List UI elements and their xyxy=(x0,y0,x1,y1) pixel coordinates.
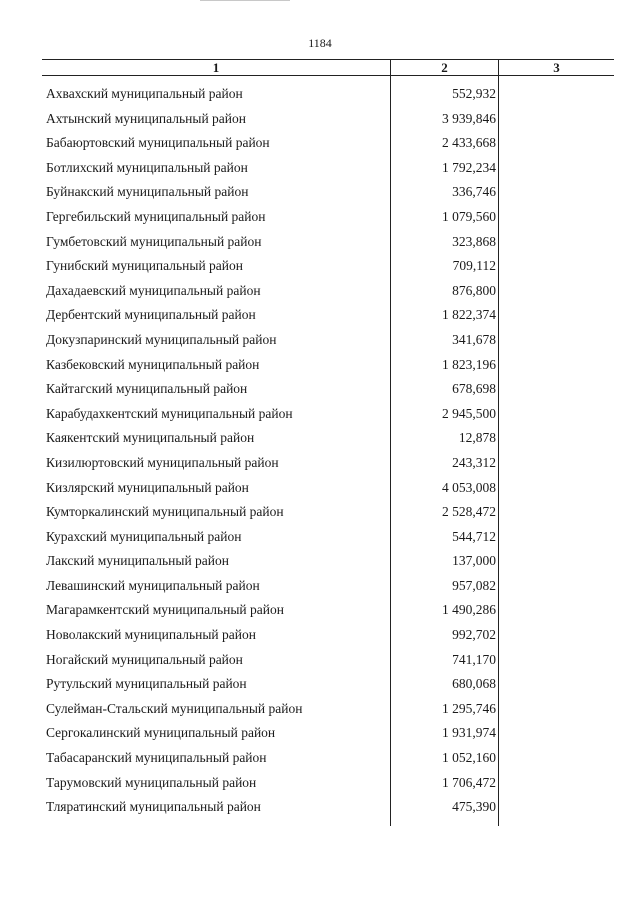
district-value: 957,082 xyxy=(452,577,496,593)
table-row xyxy=(0,255,640,280)
district-value: 992,702 xyxy=(452,627,496,643)
district-value: 341,678 xyxy=(452,331,496,347)
district-value: 1 823,196 xyxy=(442,356,496,372)
district-value: 544,712 xyxy=(452,528,496,544)
district-value: 2 433,668 xyxy=(442,135,496,151)
district-name: Рутульский муниципальный район xyxy=(46,676,247,692)
district-value: 1 079,560 xyxy=(442,208,496,224)
district-name: Буйнакский муниципальный район xyxy=(46,184,249,200)
district-name: Новолакский муниципальный район xyxy=(46,627,256,643)
district-value: 741,170 xyxy=(452,651,496,667)
district-value: 1 052,160 xyxy=(442,750,496,766)
district-name: Гунибский муниципальный район xyxy=(46,258,243,274)
district-value: 678,698 xyxy=(452,381,496,397)
district-name: Кайтагский муниципальный район xyxy=(46,381,248,397)
district-value: 2 528,472 xyxy=(442,504,496,520)
district-name: Ботлихский муниципальный район xyxy=(46,159,248,175)
table-row xyxy=(0,157,640,182)
table-row xyxy=(0,624,640,649)
table-row xyxy=(0,501,640,526)
district-value: 3 939,846 xyxy=(442,110,496,126)
table-row xyxy=(0,550,640,575)
district-value: 1 706,472 xyxy=(442,774,496,790)
district-name: Карабудахкентский муниципальный район xyxy=(46,405,293,421)
top-edge-line xyxy=(200,0,290,1)
district-name: Курахский муниципальный район xyxy=(46,528,242,544)
table-row xyxy=(0,427,640,452)
table-row xyxy=(0,722,640,747)
column-header-2: 2 xyxy=(441,60,448,75)
table-row xyxy=(0,378,640,403)
district-name: Докузпаринский муниципальный район xyxy=(46,331,277,347)
district-name: Дахадаевский муниципальный район xyxy=(46,282,261,298)
district-value: 323,868 xyxy=(452,233,496,249)
district-name: Тляратинский муниципальный район xyxy=(46,799,261,815)
table-row xyxy=(0,649,640,674)
column-header-1: 1 xyxy=(212,60,220,75)
district-value: 680,068 xyxy=(452,676,496,692)
district-name: Гергебильский муниципальный район xyxy=(46,208,266,224)
table-row xyxy=(0,304,640,329)
district-name: Ахвахский муниципальный район xyxy=(46,86,243,101)
district-value: 4 053,008 xyxy=(442,479,496,495)
district-name: Бабаюртовский муниципальный район xyxy=(46,135,270,151)
district-value: 2 945,500 xyxy=(442,405,496,421)
table-row xyxy=(0,354,640,379)
table-row xyxy=(0,575,640,600)
district-name: Табасаранский муниципальный район xyxy=(46,750,267,766)
table-body xyxy=(0,83,640,821)
district-name: Кизилюртовский муниципальный район xyxy=(46,454,279,470)
table-row xyxy=(0,747,640,772)
table-row xyxy=(0,280,640,305)
district-name: Левашинский муниципальный район xyxy=(46,577,260,593)
district-name: Казбековский муниципальный район xyxy=(46,356,260,372)
table-row xyxy=(0,108,640,133)
district-value: 137,000 xyxy=(452,553,496,569)
table-row xyxy=(0,403,640,428)
table-row xyxy=(0,132,640,157)
column-header-3: 3 xyxy=(553,60,560,75)
table-row xyxy=(0,452,640,477)
district-name: Сергокалинский муниципальный район xyxy=(46,725,276,741)
district-name: Ахтынский муниципальный район xyxy=(46,110,246,126)
district-value: 243,312 xyxy=(452,454,496,470)
district-name: Магарамкентский муниципальный район xyxy=(46,602,284,618)
district-name: Сулейман-Стальский муниципальный район xyxy=(46,700,303,716)
table-row xyxy=(0,673,640,698)
page-number: 1184 xyxy=(308,36,332,50)
table-row xyxy=(0,83,640,108)
table-row xyxy=(0,599,640,624)
table-row xyxy=(0,698,640,723)
district-value: 876,800 xyxy=(452,282,496,298)
table-row xyxy=(0,477,640,502)
table-row xyxy=(0,796,640,821)
table-row xyxy=(0,231,640,256)
district-name: Гумбетовский муниципальный район xyxy=(46,233,262,249)
district-value: 12,878 xyxy=(458,430,496,446)
district-name: Кумторкалинский муниципальный район xyxy=(46,504,284,520)
table-row xyxy=(0,181,640,206)
district-name: Каякентский муниципальный район xyxy=(46,430,255,446)
district-value: 1 931,974 xyxy=(442,725,496,741)
district-value: 475,390 xyxy=(452,799,496,815)
district-value: 709,112 xyxy=(452,258,496,274)
table-row xyxy=(0,772,640,797)
table-row xyxy=(0,329,640,354)
district-value: 1 822,374 xyxy=(442,307,496,323)
district-value: 1 490,286 xyxy=(442,602,496,618)
district-value: 1 295,746 xyxy=(442,700,496,716)
district-value: 336,746 xyxy=(452,184,496,200)
table-row xyxy=(0,206,640,231)
table-row xyxy=(0,526,640,551)
district-name: Лакский муниципальный район xyxy=(46,553,230,569)
district-name: Кизлярский муниципальный район xyxy=(46,479,249,495)
district-name: Тарумовский муниципальный район xyxy=(46,774,257,790)
district-value: 1 792,234 xyxy=(442,159,496,175)
district-name: Дербентский муниципальный район xyxy=(46,307,256,323)
district-value: 552,932 xyxy=(452,86,496,101)
district-name: Ногайский муниципальный район xyxy=(46,651,243,667)
